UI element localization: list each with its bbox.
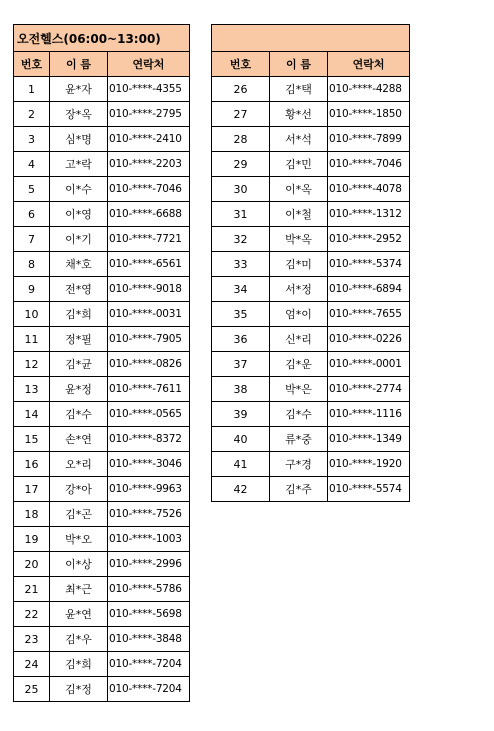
cell-contact: 010-****-2203 [108,152,190,177]
table-row [14,102,190,127]
header-name: 이 름 [270,52,328,77]
cell-name: 김*수 [50,402,108,427]
cell-number: 37 [212,352,270,377]
cell-number: 10 [14,302,50,327]
table-row [14,227,190,252]
cell-number: 17 [14,477,50,502]
cell-contact: 010-****-2774 [328,377,410,402]
cell-number: 41 [212,452,270,477]
cell-name: 박*오 [50,527,108,552]
header-contact: 연락처 [108,52,190,77]
table-title: 오전헬스(06:00~13:00) [14,25,190,52]
cell-number: 34 [212,277,270,302]
cell-number: 15 [14,427,50,452]
cell-contact: 010-****-2996 [108,552,190,577]
cell-name: 오*리 [50,452,108,477]
cell-name: 윤*자 [50,77,108,102]
cell-number: 19 [14,527,50,552]
table-row [14,277,190,302]
table-row [212,277,410,302]
cell-name: 이*상 [50,552,108,577]
cell-name: 김*우 [50,627,108,652]
cell-contact: 010-****-1920 [328,452,410,477]
table-row [14,477,190,502]
cell-contact: 010-****-7204 [108,652,190,677]
table-row [212,352,410,377]
cell-number: 38 [212,377,270,402]
cell-name: 김*균 [50,352,108,377]
cell-number: 5 [14,177,50,202]
cell-name: 김*미 [270,252,328,277]
cell-number: 1 [14,77,50,102]
cell-name: 이*옥 [270,177,328,202]
cell-name: 김*주 [270,477,328,502]
table-row [212,452,410,477]
table-title-row [212,25,410,52]
cell-contact: 010-****-7655 [328,302,410,327]
cell-name: 이*철 [270,202,328,227]
table-row [14,427,190,452]
cell-number: 21 [14,577,50,602]
header-name: 이 름 [50,52,108,77]
cell-number: 14 [14,402,50,427]
cell-contact: 010-****-4078 [328,177,410,202]
cell-name: 김*민 [270,152,328,177]
cell-number: 42 [212,477,270,502]
cell-name: 손*연 [50,427,108,452]
cell-name: 강*아 [50,477,108,502]
cell-contact: 010-****-5786 [108,577,190,602]
table-row [14,677,190,702]
cell-name: 채*호 [50,252,108,277]
cell-name: 최*근 [50,577,108,602]
cell-contact: 010-****-3046 [108,452,190,477]
cell-name: 김*운 [270,352,328,377]
table-title [212,25,410,52]
cell-name: 박*옥 [270,227,328,252]
table-row [212,127,410,152]
cell-contact: 010-****-9963 [108,477,190,502]
cell-number: 9 [14,277,50,302]
cell-name: 박*은 [270,377,328,402]
table-row [212,102,410,127]
cell-number: 7 [14,227,50,252]
table-row [14,202,190,227]
cell-number: 6 [14,202,50,227]
table-row [14,627,190,652]
cell-name: 김*정 [50,677,108,702]
cell-number: 39 [212,402,270,427]
table-row [14,352,190,377]
cell-contact: 010-****-7046 [108,177,190,202]
cell-name: 신*리 [270,327,328,352]
cell-contact: 010-****-7905 [108,327,190,352]
table-row [14,252,190,277]
cell-name: 김*희 [50,302,108,327]
cell-number: 27 [212,102,270,127]
table-row [212,177,410,202]
member-table-left [13,24,190,702]
cell-contact: 010-****-1116 [328,402,410,427]
cell-contact: 010-****-6894 [328,277,410,302]
header-number: 번호 [212,52,270,77]
cell-contact: 010-****-7611 [108,377,190,402]
cell-number: 12 [14,352,50,377]
cell-name: 심*명 [50,127,108,152]
cell-name: 구*경 [270,452,328,477]
table-row [212,477,410,502]
table-row [212,152,410,177]
cell-number: 36 [212,327,270,352]
cell-name: 김*택 [270,77,328,102]
table-row [14,402,190,427]
member-table-right [211,24,410,502]
cell-number: 8 [14,252,50,277]
header-contact: 연락처 [328,52,410,77]
table-row [14,527,190,552]
cell-number: 20 [14,552,50,577]
table-row [14,177,190,202]
left-table-body [14,77,190,702]
cell-contact: 010-****-1312 [328,202,410,227]
cell-contact: 010-****-0226 [328,327,410,352]
header-row [212,52,410,77]
cell-name: 김*수 [270,402,328,427]
header-row [14,52,190,77]
cell-number: 25 [14,677,50,702]
cell-number: 23 [14,627,50,652]
cell-number: 26 [212,77,270,102]
cell-name: 장*옥 [50,102,108,127]
cell-contact: 010-****-5698 [108,602,190,627]
cell-contact: 010-****-7899 [328,127,410,152]
table-row [14,302,190,327]
cell-name: 김*곤 [50,502,108,527]
cell-name: 황*선 [270,102,328,127]
cell-contact: 010-****-1349 [328,427,410,452]
table-row [14,127,190,152]
cell-number: 28 [212,127,270,152]
table-row [14,452,190,477]
cell-number: 32 [212,227,270,252]
cell-contact: 010-****-7046 [328,152,410,177]
right-table-body [212,77,410,502]
cell-contact: 010-****-7204 [108,677,190,702]
cell-number: 2 [14,102,50,127]
cell-contact: 010-****-4355 [108,77,190,102]
cell-name: 이*수 [50,177,108,202]
cell-contact: 010-****-1003 [108,527,190,552]
cell-name: 전*영 [50,277,108,302]
table-row [212,202,410,227]
table-row [212,302,410,327]
cell-name: 김*희 [50,652,108,677]
cell-contact: 010-****-0826 [108,352,190,377]
cell-number: 13 [14,377,50,402]
cell-number: 40 [212,427,270,452]
cell-contact: 010-****-0031 [108,302,190,327]
cell-number: 30 [212,177,270,202]
cell-number: 22 [14,602,50,627]
cell-name: 정*필 [50,327,108,352]
cell-contact: 010-****-6561 [108,252,190,277]
table-row [212,327,410,352]
table-row [212,377,410,402]
cell-name: 서*석 [270,127,328,152]
cell-number: 16 [14,452,50,477]
cell-contact: 010-****-7721 [108,227,190,252]
table-row [212,427,410,452]
table-row [14,577,190,602]
header-number: 번호 [14,52,50,77]
table-row [14,552,190,577]
table-row [212,402,410,427]
cell-number: 4 [14,152,50,177]
cell-contact: 010-****-2795 [108,102,190,127]
cell-contact: 010-****-0565 [108,402,190,427]
cell-name: 윤*연 [50,602,108,627]
table-row [14,602,190,627]
cell-number: 11 [14,327,50,352]
cell-name: 이*기 [50,227,108,252]
cell-contact: 010-****-4288 [328,77,410,102]
cell-number: 3 [14,127,50,152]
table-row [14,77,190,102]
cell-contact: 010-****-2952 [328,227,410,252]
cell-name: 고*락 [50,152,108,177]
cell-name: 류*중 [270,427,328,452]
cell-contact: 010-****-8372 [108,427,190,452]
cell-contact: 010-****-5374 [328,252,410,277]
cell-contact: 010-****-0001 [328,352,410,377]
cell-number: 33 [212,252,270,277]
cell-number: 31 [212,202,270,227]
cell-name: 윤*정 [50,377,108,402]
cell-contact: 010-****-5574 [328,477,410,502]
table-title-row [14,25,190,52]
cell-contact: 010-****-6688 [108,202,190,227]
table-row [212,252,410,277]
cell-number: 24 [14,652,50,677]
cell-number: 18 [14,502,50,527]
cell-contact: 010-****-7526 [108,502,190,527]
table-row [14,152,190,177]
table-row [14,502,190,527]
table-row [212,227,410,252]
cell-contact: 010-****-1850 [328,102,410,127]
cell-name: 엄*이 [270,302,328,327]
cell-number: 35 [212,302,270,327]
table-row [212,77,410,102]
cell-name: 서*정 [270,277,328,302]
table-row [14,327,190,352]
table-row [14,377,190,402]
cell-name: 이*영 [50,202,108,227]
cell-contact: 010-****-9018 [108,277,190,302]
cell-contact: 010-****-3848 [108,627,190,652]
table-row [14,652,190,677]
cell-contact: 010-****-2410 [108,127,190,152]
cell-number: 29 [212,152,270,177]
